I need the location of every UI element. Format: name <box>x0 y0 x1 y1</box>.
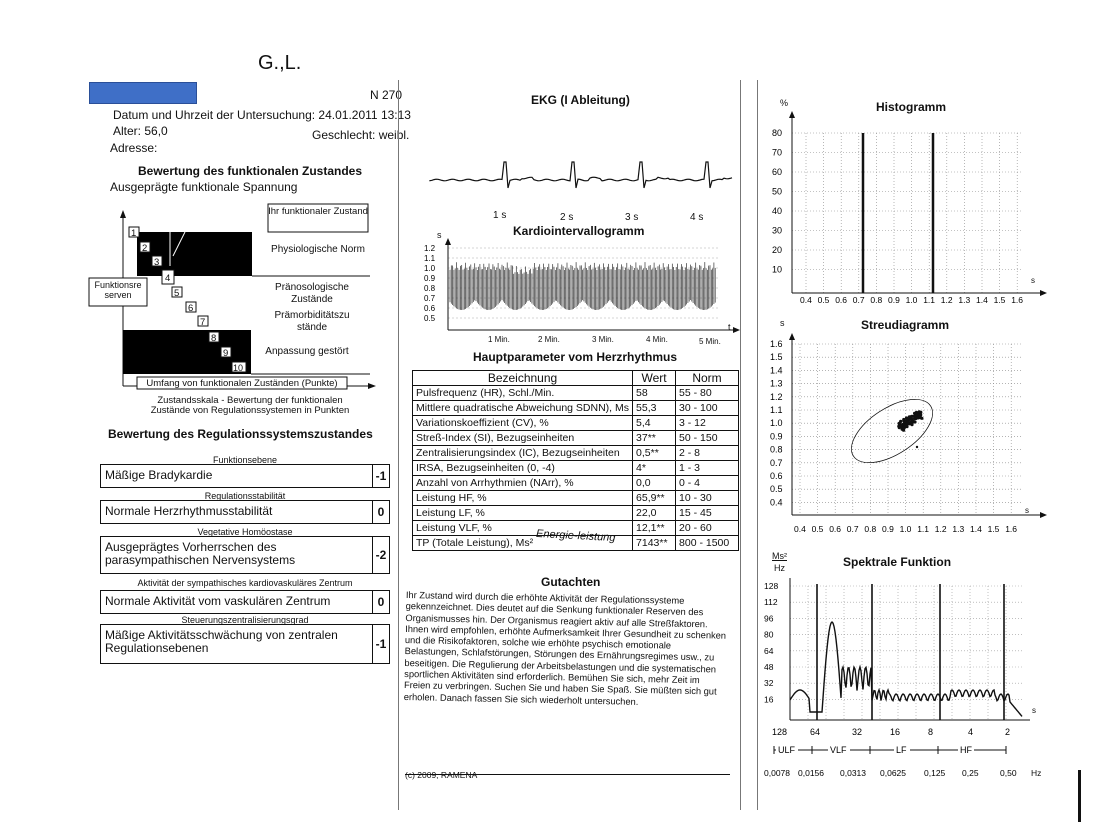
regulation-title: Bewertung des Regulationssystemszustandes <box>108 427 373 441</box>
histogram-ytick: 70 <box>772 147 783 158</box>
histogram-y-unit: % <box>780 98 789 108</box>
spectral-xtick: 128 <box>772 727 788 737</box>
scale-caption: Zustandsskala - Bewertung der funktionalen Zustände von Regulationssystemen in Punkten <box>150 395 350 416</box>
reserves-label: Funktionsre serven <box>94 280 142 300</box>
cardio-ytick: 0.7 <box>424 294 436 303</box>
regulation-row-3 <box>100 536 390 574</box>
spectral-band-label: ULF <box>778 745 796 755</box>
histogram-ytick: 80 <box>772 128 783 138</box>
histogram-xtick: 1.6 <box>1011 295 1024 305</box>
params-name: Pulsfrequenz (HR), Schl./Min. <box>413 386 633 401</box>
params-norm: 0 - 4 <box>676 476 739 491</box>
regulation-row-4 <box>100 590 390 614</box>
column-divider-left <box>398 80 399 810</box>
params-value: 5,4 <box>633 416 676 431</box>
scatter-xtick: 0.4 <box>794 524 806 534</box>
step-9: 9 <box>223 348 229 359</box>
cardio-y-unit: s <box>437 230 442 240</box>
regulation-value-4: 0 <box>372 591 389 613</box>
cardio-xtick-2: 2 Min. <box>538 335 560 344</box>
histogram-xtick: 1.1 <box>923 295 936 305</box>
spectral-band-label: VLF <box>830 745 847 755</box>
histogram-xtick: 1.5 <box>993 295 1006 305</box>
step-8: 8 <box>211 333 217 344</box>
regulation-text-5: Mäßige Aktivitätsschwächung von zentralen Regulationsebenen <box>105 628 338 655</box>
scatter-ytick: 0.8 <box>770 444 783 455</box>
params-row <box>413 416 739 431</box>
cardio-ytick: 0.6 <box>424 304 436 313</box>
scatter-xtick: 1.0 <box>899 524 912 534</box>
params-value: 4* <box>633 461 676 476</box>
functional-state-subtitle: Ausgeprägte funktionale Spannung <box>110 180 298 194</box>
record-number: N 270 <box>370 88 403 102</box>
histogram-xtick: 0.8 <box>870 295 883 305</box>
spectral-ytick: 16 <box>764 694 774 705</box>
spectral-ytick: 112 <box>764 597 778 608</box>
params-name: Leistung HF, % <box>413 491 633 506</box>
params-name: Zentralisierungsindex (IC), Bezugseinheiten <box>413 446 633 461</box>
regulation-row-1 <box>100 464 390 488</box>
histogram-chart <box>760 108 1050 308</box>
params-table <box>412 370 739 551</box>
regulation-value-1: -1 <box>372 465 389 487</box>
params-row <box>413 446 739 461</box>
scatter-point <box>913 417 916 420</box>
spectral-hz-tick: 0,125 <box>924 768 946 778</box>
scatter-ytick: 1.3 <box>770 378 783 389</box>
regulation-label-3: Vegetative Homöostase <box>197 527 293 537</box>
params-name: IRSA, Bezugseinheiten (0, -4) <box>413 461 633 476</box>
scatter-xtick: 0.6 <box>829 524 842 534</box>
step-5: 5 <box>174 288 180 299</box>
regulation-text-3: Ausgeprägtes Vorherrschen des parasympathischen Nervensystems <box>105 540 296 567</box>
spectral-xtick: 2 <box>1005 727 1011 737</box>
histogram-ytick: 60 <box>772 167 783 177</box>
spectral-y-unit-bottom: Hz <box>774 563 785 573</box>
regulation-label-1: Funktionsebene <box>212 455 278 465</box>
step-2: 2 <box>142 243 148 254</box>
norm-label: Physiologische Norm <box>271 244 365 255</box>
scatter-point <box>907 421 910 424</box>
histogram-xtick: 0.7 <box>852 295 865 305</box>
spectral-y-unit-top: Ms² <box>772 551 787 561</box>
scatter-xtick: 0.9 <box>882 524 894 534</box>
scatter-ytick: 0.9 <box>770 431 783 442</box>
regulation-label-5: Steuerungszentralisierungsgrad <box>181 615 309 625</box>
params-name: Streß-Index (SI), Bezugseinheiten <box>413 431 633 446</box>
histogram-xtick: 1.3 <box>958 295 971 305</box>
histogram-xtick: 1.0 <box>905 295 918 305</box>
adaptation-label: Anpassung gestört <box>265 346 349 357</box>
spectral-band-label: HF <box>960 745 972 755</box>
params-header-norm: Norm <box>676 371 739 386</box>
regulation-value-5: -1 <box>372 625 389 663</box>
handwritten-note: Energie-leistung <box>535 527 616 545</box>
scatter-xtick: 1.1 <box>917 524 930 534</box>
params-value: 0,0 <box>633 476 676 491</box>
scatter-point <box>913 420 916 423</box>
scatter-chart <box>760 330 1050 535</box>
scatter-point <box>903 421 906 424</box>
patient-name: G.,L. <box>258 52 302 74</box>
spectral-title: Spektrale Funktion <box>843 555 952 569</box>
cardio-ytick: 0.8 <box>424 284 436 293</box>
params-title: Hauptparameter vom Herzrhythmus <box>473 350 678 364</box>
scatter-ytick: 1.4 <box>770 365 783 376</box>
params-norm: 3 - 12 <box>676 416 739 431</box>
regulation-row-2 <box>100 500 390 524</box>
spectral-band-label: LF <box>896 745 907 755</box>
params-value: 65,9** <box>633 491 676 506</box>
histogram-ytick: 10 <box>772 264 783 275</box>
params-row <box>413 476 739 491</box>
params-name: Mittlere quadratische Abweichung SDNN), Ms <box>413 401 633 416</box>
scatter-ytick: 0.6 <box>770 471 783 481</box>
spectral-hz-tick: 0,0313 <box>840 768 866 778</box>
copyright: (c) 2009, RAMENA <box>405 770 478 780</box>
params-norm: 2 - 8 <box>676 446 739 461</box>
cardio-ytick: 0.9 <box>424 274 436 283</box>
params-row <box>413 401 739 416</box>
step-1: 1 <box>131 228 137 239</box>
scatter-xtick: 1.4 <box>970 524 982 534</box>
scatter-xtick: 1.3 <box>952 524 965 534</box>
scatter-ytick: 1.2 <box>770 391 783 402</box>
spectral-xtick: 32 <box>852 727 863 737</box>
scatter-ytick: 1.0 <box>770 418 783 429</box>
cardio-chart <box>418 238 743 346</box>
scatter-xtick: 1.6 <box>1005 524 1018 534</box>
cardio-ytick: 1.1 <box>424 254 436 263</box>
histogram-xtick: 0.6 <box>835 295 848 305</box>
column-divider-middle <box>740 80 741 810</box>
params-row <box>413 461 739 476</box>
premorbid-label: Prämorbiditätszu stände <box>274 310 350 333</box>
cardio-ytick: 0.5 <box>424 314 436 323</box>
cardio-xtick-1: 1 Min. <box>488 335 510 344</box>
column-divider-right <box>757 80 758 810</box>
scatter-xtick: 1.2 <box>934 524 947 534</box>
scatter-ytick: 1.6 <box>770 339 783 349</box>
ekg-trace <box>425 110 735 220</box>
edge-mark <box>1078 770 1081 822</box>
spectral-hz-unit: Hz <box>1031 768 1042 778</box>
spectral-hz-tick: 0,0078 <box>764 768 790 778</box>
regulation-text-4: Normale Aktivität vom vaskulären Zentrum <box>105 594 331 608</box>
params-value: 55,3 <box>633 401 676 416</box>
histogram-xtick: 0.9 <box>888 295 900 305</box>
gutachten-text: Ihr Zustand wird durch die erhöhte Aktivität der Regulationssysteme gekennzeichnet. Dies deutet auf die Senkung funktionaler Reserven des Organismusses hin. Der Organismus reagiert aktiv auf alle Streßfaktoren. Ihnen wird empfohlen, erhöhte Aufmerksamkeit Ihrer Gesundheit zu schenken und die Risikofaktoren, solche wie erhöhte psychisch emotionale Belastungen, Schlafstörungen, Störungen des Ernährungsregimes usw., zu beseitigen. Die Regulierung der Arbeitsbelastungen und die systematischen sportlichen Aktivitäten sind erforderlich. Bemühen Sie sich, mehr Zeit im Freien zu verbringen. Suchen Sie und haben Sie Spaß. Sie müßten sich gut erholen. Danach fassen Sie sich wiederholt untersuchen. <box>403 590 727 707</box>
regulation-text-1: Mäßige Bradykardie <box>105 468 213 482</box>
scatter-point <box>904 424 907 427</box>
params-header-value: Wert <box>633 371 676 386</box>
params-value: 58 <box>633 386 676 401</box>
histogram-ytick: 30 <box>772 225 783 236</box>
scatter-point <box>918 410 921 413</box>
spectral-hz-tick: 0,50 <box>1000 768 1017 778</box>
cardio-ytick: 1.0 <box>424 264 436 273</box>
scatter-ytick: 0.7 <box>770 457 783 468</box>
params-norm: 55 - 80 <box>676 386 739 401</box>
histogram-x-unit: s <box>1031 276 1035 285</box>
params-norm: 30 - 100 <box>676 401 739 416</box>
params-header-name: Bezeichnung <box>413 371 633 386</box>
spectral-ytick: 64 <box>764 645 774 656</box>
ekg-tick-4: 4 s <box>690 212 704 223</box>
spectral-chart <box>760 572 1045 790</box>
spectral-xtick: 4 <box>968 727 974 737</box>
params-row <box>413 386 739 401</box>
scatter-point <box>914 414 917 417</box>
regulation-label-2: Regulationsstabilität <box>204 491 286 501</box>
your-state-label: Ihr funktionaler Zustand <box>268 206 368 217</box>
prenosological-label: Pränosologische Zustände <box>275 282 349 305</box>
cardio-ytick: 1.2 <box>424 244 436 253</box>
cardio-x-unit: t <box>728 322 731 332</box>
step-6: 6 <box>188 303 194 314</box>
histogram-title: Histogramm <box>876 100 947 114</box>
redaction-bar <box>89 82 197 104</box>
spectral-ytick: 48 <box>764 662 774 672</box>
scatter-ellipse <box>841 387 943 476</box>
params-header-row <box>413 371 739 386</box>
step-10: 10 <box>233 363 244 373</box>
axis-label: Umfang von funktionalen Zuständen (Punkte) <box>146 378 338 389</box>
params-norm: 1 - 3 <box>676 461 739 476</box>
scatter-point <box>919 413 922 416</box>
step-3: 3 <box>154 257 160 268</box>
ekg-tick-3: 3 s <box>625 212 639 223</box>
params-value: 37** <box>633 431 676 446</box>
scatter-xtick: 0.5 <box>811 524 824 534</box>
ekg-tick-1: 1 s <box>493 210 507 221</box>
histogram-ytick: 20 <box>772 245 783 255</box>
spectral-x-unit: s <box>1032 706 1036 715</box>
ekg-title: EKG (I Ableitung) <box>531 93 630 107</box>
spectral-xtick: 64 <box>810 727 821 737</box>
regulation-row-5 <box>100 624 390 664</box>
cardio-title: Kardiointervallogramm <box>513 224 645 238</box>
scatter-point <box>916 446 918 448</box>
cardio-xtick-4: 4 Min. <box>646 335 668 344</box>
cardio-xtick-5: 5 Min. <box>699 337 721 346</box>
regulation-value-3: -2 <box>372 537 389 573</box>
spectral-ytick: 32 <box>764 678 774 689</box>
scatter-ytick: 1.1 <box>770 405 783 415</box>
histogram-ytick: 40 <box>772 206 783 216</box>
scatter-title: Streudiagramm <box>861 318 950 332</box>
spectral-xtick: 8 <box>928 727 934 737</box>
scatter-point <box>898 421 901 424</box>
scatter-y-unit: s <box>780 318 785 328</box>
spectral-hz-tick: 0,0156 <box>798 768 824 778</box>
regulation-text-2: Normale Herzrhythmusstabilität <box>105 504 273 518</box>
params-name: Leistung LF, % <box>413 506 633 521</box>
gutachten-title: Gutachten <box>541 575 601 589</box>
scatter-xtick: 0.8 <box>864 524 877 534</box>
params-norm: 10 - 30 <box>676 491 739 506</box>
params-name: Variationskoeffizient (CV), % <box>413 416 633 431</box>
scatter-ytick: 1.5 <box>770 352 783 363</box>
scatter-xtick: 0.7 <box>846 524 859 534</box>
params-norm: 50 - 150 <box>676 431 739 446</box>
params-name: Leistung VLF, % <box>413 521 633 536</box>
cardio-xtick-3: 3 Min. <box>592 335 614 344</box>
histogram-xtick: 0.4 <box>800 295 812 305</box>
params-row <box>413 431 739 446</box>
params-name: Anzahl von Arrhythmien (NArr), % <box>413 476 633 491</box>
params-norm: 15 - 45 <box>676 506 739 521</box>
params-value: 0,5** <box>633 446 676 461</box>
params-row <box>413 491 739 506</box>
scatter-xtick: 1.5 <box>987 524 1000 534</box>
address: Adresse: <box>110 141 158 155</box>
spectral-ytick: 96 <box>764 613 774 624</box>
spectral-ytick: 128 <box>764 581 779 591</box>
step-7: 7 <box>200 317 206 328</box>
spectral-hz-tick: 0,25 <box>962 768 979 778</box>
histogram-ytick: 50 <box>772 186 783 197</box>
functional-state-title: Bewertung des funktionalen Zustandes <box>138 164 363 178</box>
regulation-value-2: 0 <box>372 501 389 523</box>
spectral-ytick: 80 <box>764 629 774 640</box>
params-row <box>413 506 739 521</box>
scatter-ytick: 0.5 <box>770 484 783 495</box>
ekg-tick-2: 2 s <box>560 212 574 223</box>
step-4: 4 <box>165 273 171 284</box>
scatter-ytick: 0.4 <box>770 497 783 508</box>
params-value: 12,1** <box>633 521 676 536</box>
params-name: TP (Totale Leistung), Ms² <box>413 536 633 551</box>
histogram-xtick: 0.5 <box>817 295 830 305</box>
footer-rule <box>405 774 730 775</box>
gender: Geschlecht: weibl. <box>312 128 410 142</box>
params-value: 22,0 <box>633 506 676 521</box>
params-norm: 800 - 1500 <box>676 536 739 551</box>
params-norm: 20 - 60 <box>676 521 739 536</box>
age: Alter: 56,0 <box>113 124 168 138</box>
histogram-xtick: 1.4 <box>976 295 988 305</box>
spectral-xtick: 16 <box>890 727 901 737</box>
scatter-point <box>908 415 911 418</box>
scatter-x-unit: s <box>1025 506 1029 515</box>
date-line: Datum und Uhrzeit der Untersuchung: 24.01.2011 13:13 <box>113 108 411 122</box>
regulation-label-4: Aktivität der sympathisches kardiovaskuläres Zentrum <box>137 578 353 588</box>
histogram-xtick: 1.2 <box>940 295 953 305</box>
spectral-hz-tick: 0,0625 <box>880 768 906 778</box>
params-value: 7143** <box>633 536 676 551</box>
